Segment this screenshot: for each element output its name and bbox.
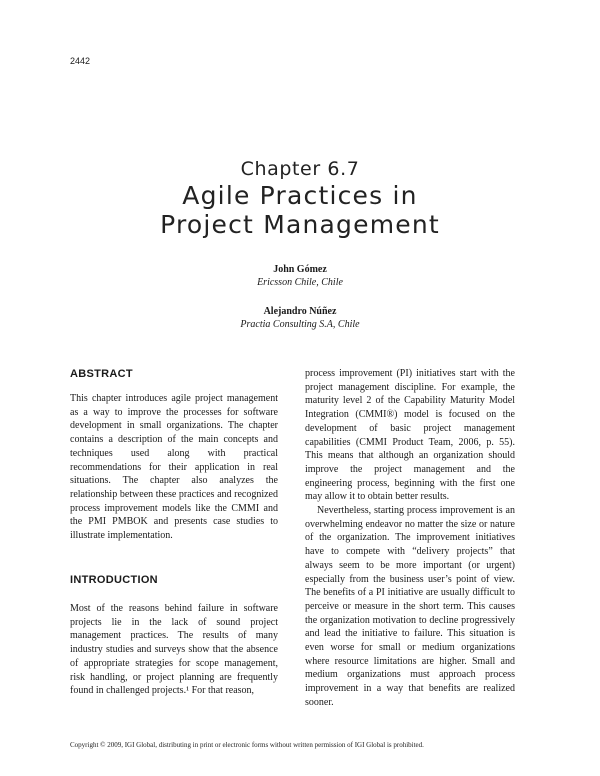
page-number: 2442 (70, 56, 91, 66)
chapter-label: Chapter 6.7 (240, 158, 360, 180)
abstract-heading: ABSTRACT (70, 368, 133, 380)
introduction-heading: INTRODUCTION (70, 574, 158, 586)
copyright-notice: Copyright © 2009, IGI Global, distributing in print or electronic forms without written permission of IGI Global is prohibited. (70, 741, 424, 749)
abstract-paragraph: This chapter introduces agile project management as a way to improve the processes for software development in small organizations. The chapter contains a description of the main concepts and techniques used along with practical recommendations for their application in real situations. The chapter also analyzes the relationship between these practices and recognized process improvement models like the CMMI and the PMI PMBOK and presents case studies to illustrate implementation. (70, 393, 278, 542)
chapter-title (0, 181, 600, 239)
right-column-text (305, 367, 515, 710)
abstract-text (70, 392, 278, 543)
introduction-paragraph: Most of the reasons behind failure in software projects lie in the lack of sound project management practices. The results of many industry studies and surveys show that the absence of appropriate strategies for scope management, risk handling, or project planning are frequently found in challenged projects.¹ For that reason, (70, 603, 278, 697)
author-block-2 (0, 305, 600, 331)
author-affiliation: Practia Consulting S.A, Chile (240, 319, 360, 330)
author-block-1 (0, 263, 600, 289)
right-paragraph-2: Nevertheless, starting process improvement is an overwhelming endeavor no matter the size or nature of the organization. The improvement initiatives have to compete with “delivery projects” that always seem to be more important (or urgent) especially from the business user’s point of view. The benefits of a PI initiative are usually difficult to perceive or measure in the short term. This causes the organization motivation to decline progressively and lead the initiative to failure. This situation is even worse for small or medium organizations where resource limitations are higher. Small and medium organizations must approach process improvement in a way that benefits are realized sooner. (305, 505, 515, 708)
right-paragraph-1: process improvement (PI) initiatives start with the project management discipline. For example, the maturity level 2 of the Capability Maturity Model Integration (CMMI®) model is focused on the development of basic project management capabilities (CMMI Product Team, 2006, p. 55). This means that although an organization should improve the project management and the engineering process, beginning with the first one may allow it to obtain better results. (305, 368, 515, 503)
introduction-text (70, 602, 278, 698)
chapter-title-line-1: Agile Practices in (182, 181, 418, 210)
chapter-title-line-2: Project Management (160, 210, 440, 239)
author-name: Alejandro Núñez (263, 306, 337, 317)
author-affiliation: Ericsson Chile, Chile (257, 277, 343, 288)
author-name: John Gómez (273, 264, 327, 275)
